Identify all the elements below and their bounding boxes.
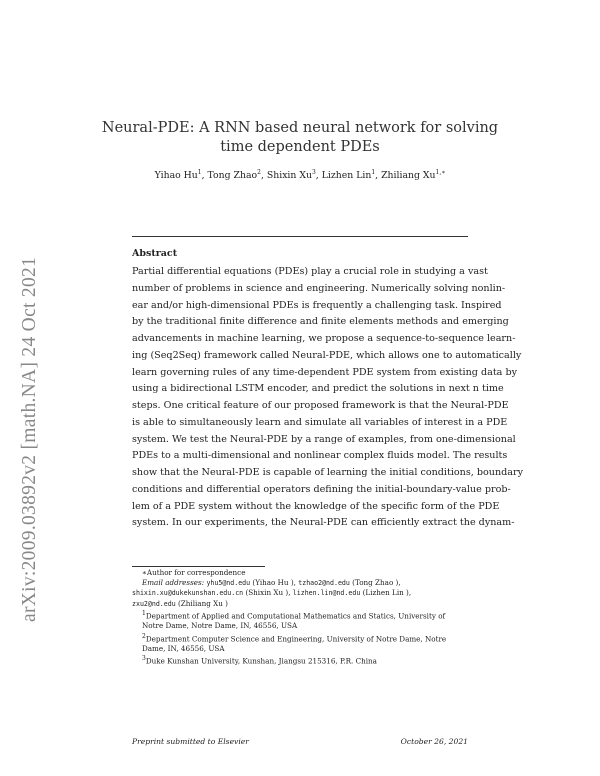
affiliation: $^1$Department of Applied and Computational Mathematics and Statics, University of Notre Dame, Notre Dame, IN, 46556, USA <box>142 609 446 631</box>
email-link[interactable]: zxu2@nd.edu <box>132 599 176 608</box>
abstract-line: PDEs to a multi-dimensional and nonlinear complex fluids model. The results <box>132 450 508 462</box>
footnote-rule <box>132 566 265 567</box>
email-link[interactable]: shixin.xu@dukekunshan.edu.cn <box>132 589 244 598</box>
title-line: Neural-PDE: A RNN based neural network for solving <box>101 120 499 136</box>
abstract-line: ear and/or high-dimensional PDEs is frequently a challenging task. Inspired <box>132 299 502 311</box>
affiliation: $^3$Duke Kunshan University, Kunshan, Jiangsu 215316, P.R. China <box>142 655 377 666</box>
author: Lizhen Lin$^1$ <box>321 169 376 182</box>
email-note-cont: shixin.xu@dukekunshan.edu.cn (Shixin Xu ), lizhen.lin@nd.edu (Lizhen Lin ), <box>132 588 412 598</box>
abstract-top-rule <box>132 236 468 237</box>
author: Yihao Hu$^1$ <box>154 169 202 182</box>
abstract-line: learn governing rules of any time-dependent PDE system from existing data by <box>132 366 518 378</box>
abstract-line: conditions and differential operators defining the initial-boundary-value prob- <box>132 483 511 495</box>
paper-title <box>100 119 500 157</box>
abstract-line: system. In our experiments, the Neural-PDE can efficiently extract the dynam- <box>132 517 515 529</box>
email-note-cont: zxu2@nd.edu (Zhiliang Xu ) <box>132 598 228 608</box>
author-list: Yihao Hu$^1$, Tong Zhao$^2$, Shixin Xu$^3$, Lizhen Lin$^1$, Zhiliang $Xu^{1,∗}$ <box>154 169 446 182</box>
page-footer <box>132 737 468 746</box>
abstract-line: lem of a PDE system without the knowledge of the specific form of the PDE <box>132 500 500 512</box>
email-link[interactable]: tzhao2@nd.edu <box>298 579 350 588</box>
abstract-line: number of problems in science and engineering. Numerically solving nonlin- <box>132 282 506 294</box>
email-link[interactable]: lizhen.lin@nd.edu <box>292 589 361 598</box>
abstract-line: ing (Seq2Seq) framework called Neural-PDE, which allows one to automatically <box>132 349 522 361</box>
abstract-line: steps. One critical feature of our proposed framework is that the Neural-PDE <box>132 400 509 411</box>
footnotes <box>132 568 468 667</box>
author: Zhiliang $Xu^{1,∗}$ <box>381 169 446 182</box>
abstract-line: advancements in machine learning, we propose a sequence-to-sequence learn- <box>132 333 516 344</box>
abstract-line: system. We test the Neural-PDE by a range of examples, from one-dimensional <box>132 433 516 445</box>
abstract-line: using a bidirectional LSTM encoder, and predict the solutions in next n time <box>132 383 504 395</box>
abstract-line: is able to simultaneously learn and simulate all variables of interest in a PDE <box>132 416 508 428</box>
abstract-body <box>132 264 524 532</box>
footer-date: October 26, 2021 <box>400 737 468 746</box>
arxiv-stamp: arXiv:2009.03892v2 [math.NA] 24 Oct 2021 <box>19 256 40 622</box>
author: Shixin Xu$^3$ <box>266 169 316 182</box>
title-line: time dependent PDEs <box>220 139 380 155</box>
author: Tong Zhao$^2$ <box>207 169 261 182</box>
affiliation: $^2$Department Computer Science and Engineering, University of Notre Dame, Notre Dame, IN, 46556, USA <box>142 632 447 654</box>
abstract-line: Partial differential equations (PDEs) play a crucial role in studying a vast <box>132 266 488 277</box>
abstract-line: by the traditional finite difference and finite elements methods and emerging <box>132 316 509 328</box>
email-link[interactable]: yhu5@nd.edu <box>206 579 251 588</box>
abstract-heading: Abstract <box>132 248 178 259</box>
abstract-line: show that the Neural-PDE is capable of learning the initial conditions, boundary <box>132 467 524 478</box>
email-note: Email addresses: yhu5@nd.edu (Yihao Hu ), tzhao2@nd.edu (Tong Zhao ), <box>142 578 401 588</box>
footer-journal: Preprint submitted to Elsevier <box>132 737 249 746</box>
correspondence-note: ∗Author for correspondence <box>142 568 246 577</box>
